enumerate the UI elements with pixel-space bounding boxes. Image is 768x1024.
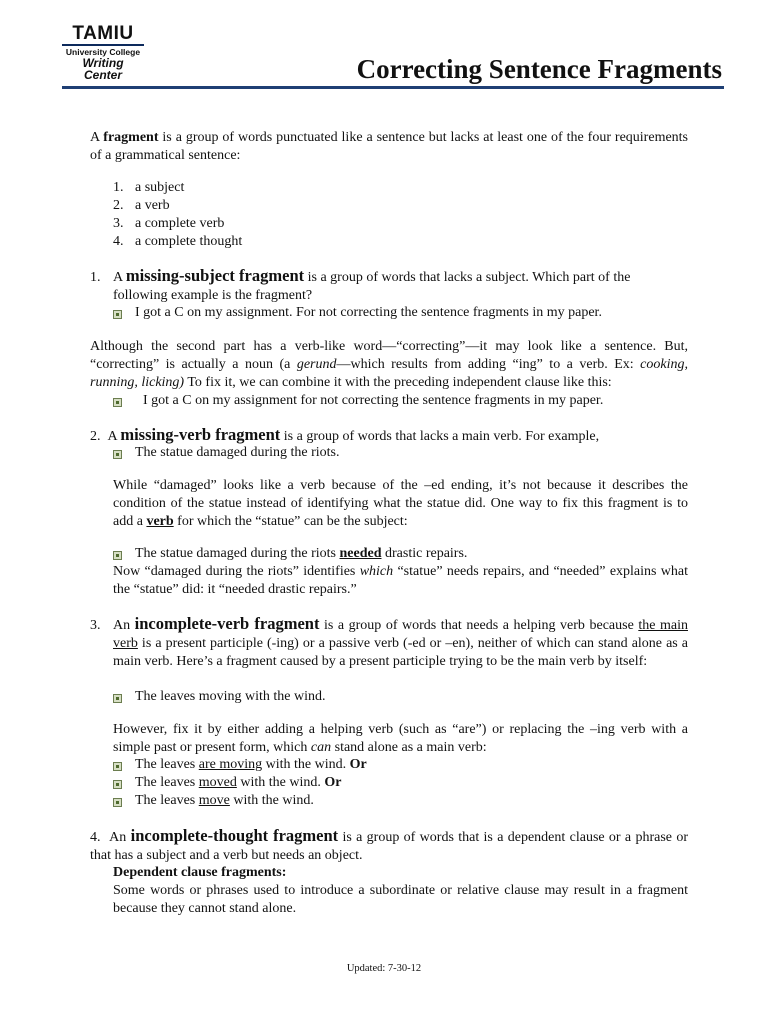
sec2-explanation <box>113 477 688 531</box>
section-1-number: 1. <box>90 270 101 285</box>
req-num-4: 4. <box>113 234 124 249</box>
dependent-clause-title: Dependent clause fragments: <box>113 865 287 880</box>
fix-post: with the wind. <box>262 757 350 772</box>
sec1-line2: following example is the fragment? <box>113 288 313 303</box>
section-3-heading <box>113 615 688 671</box>
header-rule <box>62 86 724 89</box>
sec1-example: I got a C on my assignment. For not correcting the sentence fragments in my paper. <box>135 305 602 320</box>
intro-paragraph <box>90 129 688 165</box>
sec2-p1b: for which the “statue” can be the subject: <box>173 514 408 529</box>
sec2-fix-b: drastic repairs. <box>381 546 468 561</box>
sec4-rest: is a group of words that is a dependent clause or a phrase or that has a subject and a verb but needs an object. <box>90 830 688 863</box>
fix-pre: The leaves <box>135 793 199 808</box>
sec1-fix: I got a C on my assignment for not correcting the sentence fragments in my paper. <box>143 393 604 408</box>
page-title: Correcting Sentence Fragments <box>356 54 722 84</box>
fix-post: with the wind. <box>236 775 325 790</box>
sec3-explanation <box>113 721 688 757</box>
bullet-icon <box>113 798 122 807</box>
updated-footer: Updated: 7-30-12 <box>346 963 422 974</box>
bullet-icon <box>113 780 122 789</box>
sec1-explanation <box>90 338 688 392</box>
sec4-a: An <box>109 830 131 845</box>
req-num-1: 1. <box>113 180 124 195</box>
dependent-clause-text: Some words or phrases used to introduce a subordinate or relative clause may result in a fragment because they cannot stand alone. <box>113 883 688 916</box>
bullet-icon <box>113 450 122 459</box>
sec3-example: The leaves moving with the wind. <box>135 689 326 704</box>
fix-pre: The leaves <box>135 757 199 772</box>
requirement-item: a subject <box>135 180 185 195</box>
sec2-fix-a: The statue damaged during the riots <box>135 546 340 561</box>
incomplete-thought-term: incomplete-thought fragment <box>130 826 339 845</box>
bullet-icon <box>113 398 122 407</box>
example-words: cooking, running, licking) <box>90 357 688 390</box>
sec3-p1b: stand alone as a main verb: <box>331 740 487 755</box>
section-1-heading <box>113 267 630 287</box>
missing-verb-term: missing-verb fragment <box>120 425 281 444</box>
section-3-number: 3. <box>90 618 101 633</box>
logo-sub-text: University College <box>62 44 144 57</box>
fragment-term: fragment <box>103 130 159 145</box>
needed-word: needed <box>339 546 382 561</box>
sec2-p2b: “statue” needs repairs, and “needed” explains what the “statue” did: it “needed drastic repairs.” <box>113 564 689 597</box>
sec1-rest: is a group of words that lacks a subject. Which part of the <box>304 270 631 285</box>
main-verb-phrase: the main verb <box>113 618 688 651</box>
requirement-item: a verb <box>135 198 170 213</box>
sec2-rest: is a group of words that lacks a main verb. For example, <box>280 429 600 444</box>
sec3-rest: is a group of words that needs a helping verb because <box>319 618 639 633</box>
sec2-fix <box>135 545 467 563</box>
fix-verb: move <box>198 793 230 808</box>
sec2-p1a: While “damaged” looks like a verb because of the –ed ending, it’s not because it describes the condition of the statue instead of identifying what the statue did. One way to fix this fragment is to add a <box>113 478 688 529</box>
verb-word: verb <box>146 514 174 529</box>
fix-or: Or <box>349 757 367 772</box>
logo-writing-text: Writing <box>82 56 124 70</box>
sec1-p1b: —which results from adding “ing” to a verb. Ex: <box>336 357 641 372</box>
fix-verb: moved <box>198 775 237 790</box>
sec2-now-paragraph <box>113 563 688 599</box>
which-word: which <box>359 564 394 579</box>
logo-center-text: Center <box>83 68 122 82</box>
sec3-fix-1 <box>135 756 367 774</box>
logo-main-text: TAMIU <box>72 23 134 44</box>
tamiu-writing-center-logo <box>62 24 144 81</box>
sec2-a: A <box>107 429 121 444</box>
requirement-item: a complete thought <box>135 234 243 249</box>
sec3-a: An <box>113 618 135 633</box>
req-num-2: 2. <box>113 198 124 213</box>
sec3-fix-2 <box>135 774 341 792</box>
gerund-word: gerund <box>296 357 337 372</box>
bullet-icon <box>113 694 122 703</box>
sec3-rest2: is a present participle (-ing) or a passive verb (-ed or –en), neither of which can stand alone as a main verb. Here’s a fragment caused by a present participle trying to be the main verb by itself: <box>113 636 688 669</box>
bullet-icon <box>113 310 122 319</box>
intro-a: A <box>90 130 104 145</box>
sec3-fix-3 <box>135 792 314 810</box>
sec1-a: A <box>113 270 126 285</box>
sec3-p1a: However, fix it by either adding a helping verb (such as “are”) or replacing the –ing verb with a simple past or present form, which <box>113 722 688 755</box>
intro-rest: is a group of words punctuated like a sentence but lacks at least one of the four requirements of a grammatical sentence: <box>90 130 689 163</box>
bullet-icon <box>113 551 122 560</box>
incomplete-verb-term: incomplete-verb fragment <box>134 614 320 633</box>
fix-verb: are moving <box>198 757 263 772</box>
can-word: can <box>310 740 332 755</box>
fix-or: Or <box>324 775 342 790</box>
requirement-item: a complete verb <box>135 216 225 231</box>
missing-subject-term: missing-subject fragment <box>125 266 305 285</box>
bullet-icon <box>113 762 122 771</box>
sec1-p1c: To fix it, we can combine it with the preceding independent clause like this: <box>184 375 612 390</box>
fix-pre: The leaves <box>135 775 199 790</box>
section-4-heading <box>90 827 688 865</box>
sec2-p2a: Now “damaged during the riots” identifies <box>113 564 360 579</box>
req-num-3: 3. <box>113 216 124 231</box>
section-4-number: 4. <box>90 830 101 845</box>
section-2-heading <box>90 426 599 446</box>
fix-post: with the wind. <box>229 793 314 808</box>
section-2-number: 2. <box>90 429 101 444</box>
sec2-example: The statue damaged during the riots. <box>135 445 340 460</box>
sec1-p1a: Although the second part has a verb-like word—“correcting”—it may look like a sentence. But, “correcting” is actually a noun (a <box>90 339 688 372</box>
